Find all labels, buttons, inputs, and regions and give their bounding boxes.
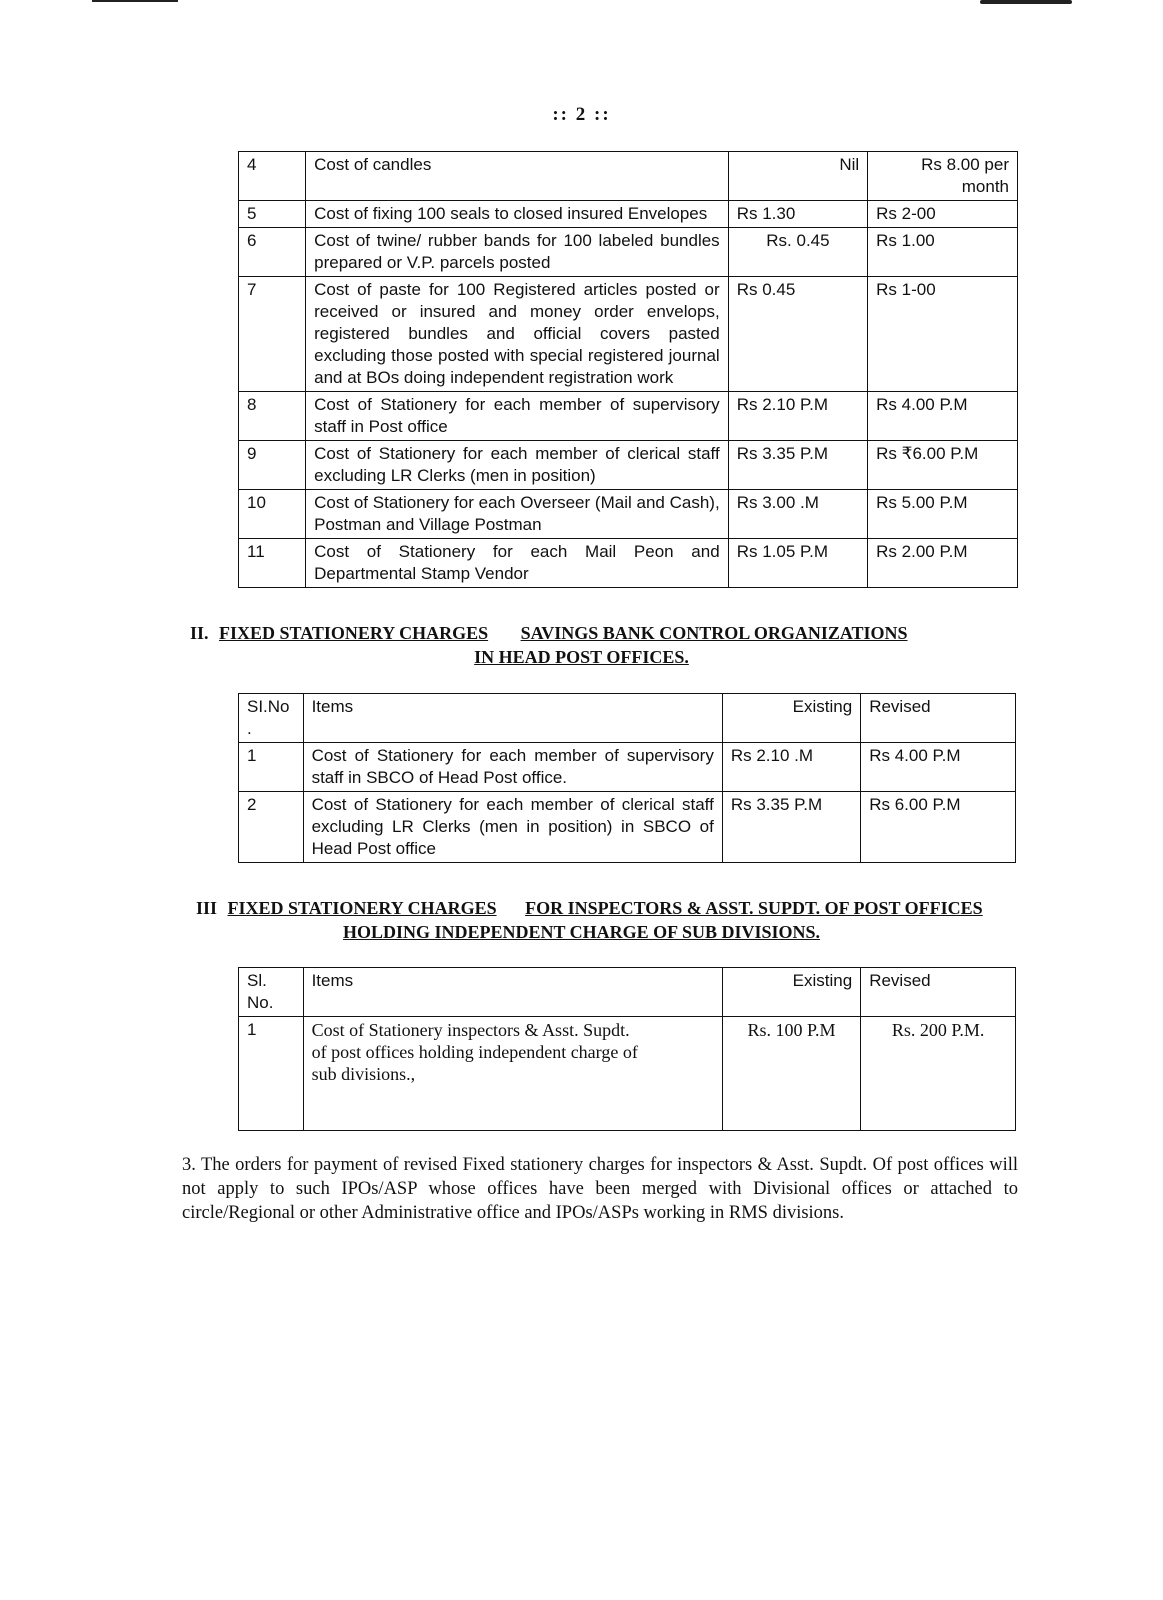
heading-part: SAVINGS BANK CONTROL ORGANIZATIONS (520, 623, 908, 643)
table-row (239, 392, 1018, 441)
table-row (239, 539, 1018, 588)
revised-cell: Rs 4.00 P.M (868, 392, 1018, 441)
sl-cell: 5 (239, 201, 306, 228)
item-cell: Cost of Stationery for each member of clerical staff excluding LR Clerks (men in position) in SBCO of Head Post office (303, 792, 722, 863)
scan-mark-top-left (92, 0, 178, 2)
header-items: Items (303, 968, 722, 1017)
header-existing: Existing (722, 694, 860, 743)
stationery-table-continued (238, 151, 1018, 588)
sl-cell: 9 (239, 441, 306, 490)
table-row (239, 152, 1018, 201)
existing-cell: Rs. 0.45 (728, 228, 867, 277)
item-cell: Cost of candles (306, 152, 729, 201)
table-row (239, 277, 1018, 392)
section-number: II. (190, 623, 209, 643)
table-row (239, 441, 1018, 490)
item-cell: Cost of Stationery for each member of supervisory staff in SBCO of Head Post office. (303, 743, 722, 792)
table-row (239, 1017, 1016, 1131)
existing-cell: Rs. 100 P.M (722, 1017, 860, 1131)
revised-cell: Rs 8.00 per month (868, 152, 1018, 201)
table-row (239, 743, 1016, 792)
existing-cell: Rs 2.10 P.M (728, 392, 867, 441)
scan-mark-top-right (980, 0, 1072, 4)
header-revised: Revised (861, 968, 1016, 1017)
revised-cell: Rs ₹6.00 P.M (868, 441, 1018, 490)
table-row (239, 201, 1018, 228)
header-items: Items (303, 694, 722, 743)
sl-cell: 1 (239, 1017, 304, 1131)
item-cell: Cost of twine/ rubber bands for 100 labeled bundles prepared or V.P. parcels posted (306, 228, 729, 277)
existing-cell: Rs 3.00 .M (728, 490, 867, 539)
section-2-heading (190, 621, 908, 645)
sl-cell: 2 (239, 792, 304, 863)
paragraph-3: 3. The orders for payment of revised Fixed stationery charges for inspectors & Asst. Supdt. Of post offices will not apply to such IPOs/ASP whose offices have been merged with Divisional offices or attached to circle/Regional or other Administrative office and IPOs/ASPs working in RMS divisions. (182, 1155, 1018, 1223)
existing-cell: Rs 2.10 .M (722, 743, 860, 792)
item-line: of post offices holding independent charge of sub divisions., (311, 1042, 638, 1084)
existing-cell: Rs 3.35 P.M (722, 792, 860, 863)
section-number: III (196, 898, 218, 918)
sl-cell: 7 (239, 277, 306, 392)
heading-part: HOLDING INDEPENDENT CHARGE OF SUB DIVISIONS. (342, 922, 821, 942)
heading-part: IN HEAD POST OFFICES. (474, 647, 689, 667)
existing-cell: Rs 1.05 P.M (728, 539, 867, 588)
item-cell: Cost of Stationery for each member of supervisory staff in Post office (306, 392, 729, 441)
heading-part: FIXED STATIONERY CHARGES (219, 623, 489, 643)
revised-cell: Rs 1-00 (868, 277, 1018, 392)
existing-cell: Rs 1.30 (728, 201, 867, 228)
section-2-heading-line2 (0, 645, 1163, 669)
header-sl: SI.No . (239, 694, 304, 743)
sl-cell: 6 (239, 228, 306, 277)
sbco-stationery-table (238, 693, 1016, 863)
section-3-heading-line2 (0, 920, 1163, 944)
table-row (239, 792, 1016, 863)
sl-cell: 11 (239, 539, 306, 588)
header-revised: Revised (861, 694, 1016, 743)
section-3-heading (196, 896, 983, 920)
item-cell: Cost of fixing 100 seals to closed insured Envelopes (306, 201, 729, 228)
existing-cell: Rs 3.35 P.M (728, 441, 867, 490)
table-row (239, 228, 1018, 277)
sl-cell: 10 (239, 490, 306, 539)
revised-cell: Rs 1.00 (868, 228, 1018, 277)
revised-cell: Rs 2-00 (868, 201, 1018, 228)
item-cell: Cost of Stationery for each member of clerical staff excluding LR Clerks (men in position) (306, 441, 729, 490)
heading-part: FIXED STATIONERY CHARGES (227, 898, 497, 918)
heading-part: FOR INSPECTORS & ASST. SUPDT. OF POST OFFICES (525, 898, 983, 918)
revised-cell: Rs. 200 P.M. (861, 1017, 1016, 1131)
table-header-row (239, 694, 1016, 743)
item-cell: Cost of paste for 100 Registered articles posted or received or insured and money order envelops, registered bundles and official covers pasted excluding those posted with special registered journal and at BOs doing independent registration work (306, 277, 729, 392)
table-header-row (239, 968, 1016, 1017)
header-sl: Sl. No. (239, 968, 304, 1017)
revised-cell: Rs 4.00 P.M (861, 743, 1016, 792)
sl-cell: 1 (239, 743, 304, 792)
item-cell (303, 1017, 722, 1131)
sl-cell: 8 (239, 392, 306, 441)
item-line: Cost of Stationery inspectors & Asst. Supdt. (311, 1020, 630, 1040)
table-row (239, 490, 1018, 539)
inspectors-stationery-table (238, 967, 1016, 1131)
item-cell: Cost of Stationery for each Overseer (Mail and Cash), Postman and Village Postman (306, 490, 729, 539)
header-existing: Existing (722, 968, 860, 1017)
page-number: :: 2 :: (552, 104, 611, 125)
revised-cell: Rs 6.00 P.M (861, 792, 1016, 863)
item-cell: Cost of Stationery for each Mail Peon and Departmental Stamp Vendor (306, 539, 729, 588)
sl-cell: 4 (239, 152, 306, 201)
revised-cell: Rs 5.00 P.M (868, 490, 1018, 539)
revised-cell: Rs 2.00 P.M (868, 539, 1018, 588)
existing-cell: Rs 0.45 (728, 277, 867, 392)
existing-cell: Nil (728, 152, 867, 201)
